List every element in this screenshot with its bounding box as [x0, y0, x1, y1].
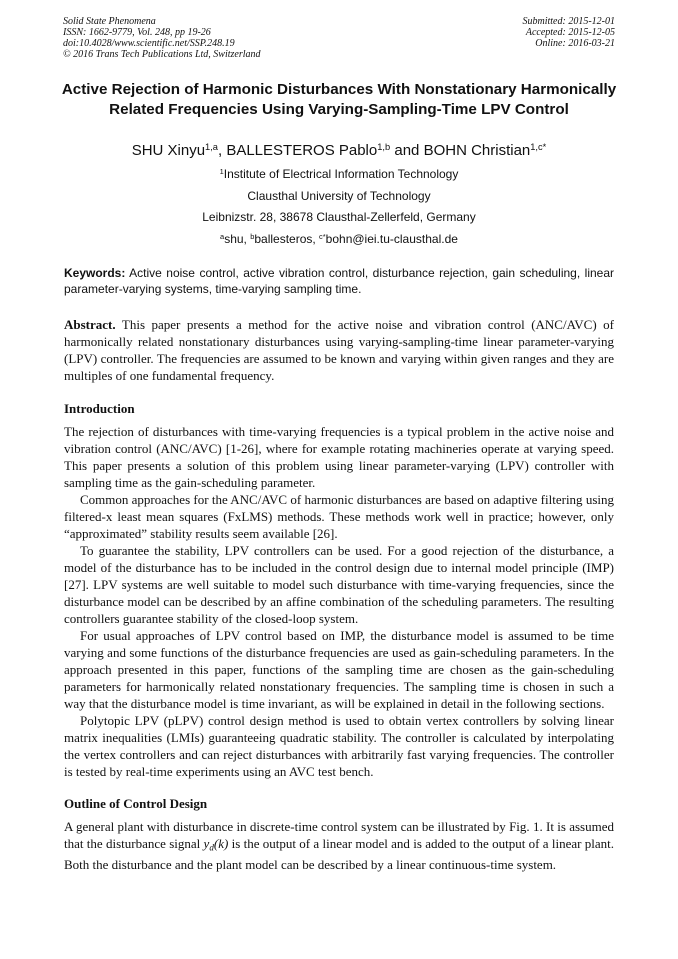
paragraph: To guarantee the stability, LPV controllers can be used. For a good rejection of the disturbance, a model of the disturbance has to be included in the control design due to internal model principle (IMP) [27]. LPV systems are well suitable to model such disturbance with time-varying frequencies, since the disturbance model can be described by an affine combination of the scheduling parameters. The resulting controllers guarantee stability of the closed-loop system.: [64, 543, 614, 626]
author-affil-sup: 1,b: [377, 141, 391, 152]
affiliation-university: Clausthal University of Technology: [247, 189, 431, 203]
section-heading-introduction: Introduction: [64, 401, 135, 416]
introduction-body: [64, 423, 614, 780]
paragraph: Common approaches for the ANC/AVC of harmonic disturbances are based on adaptive filtering using filtered-x least mean squares (FxLMS) methods. These methods work well in practice; however, only “approximated” stability results seem available [26].: [64, 492, 614, 541]
paragraph: The rejection of disturbances with time-varying frequencies is a typical problem in the active noise and vibration control (ANC/AVC) [1-26], where for example rotating machineries operate at varying speed. This paper presents a solution of this problem using linear parameter-varying (LPV) controller with sampling time as the gain-scheduling parameter.: [64, 424, 614, 490]
publication-dates: [523, 16, 616, 49]
online-date: Online: 2016-03-21: [535, 38, 615, 49]
author-affil-sup: 1,c*: [530, 141, 547, 152]
author-separator: ,: [217, 142, 227, 159]
submitted-date: Submitted: 2015-12-01: [522, 16, 615, 27]
issn-volume: ISSN: 1662-9779, Vol. 248, pp 19-26: [63, 27, 211, 38]
keywords-label: Keywords:: [64, 266, 126, 280]
author-name: BOHN Christian: [423, 142, 531, 159]
paragraph: For usual approaches of LPV control based on IMP, the disturbance model is assumed to be time varying and some functions of the disturbance frequencies are used as gain-scheduling parameters. In the approach presented in this paper, functions of the sampling time are chosen as the gain-scheduling parameters for harmonically related nonstationary frequencies. The sampling time is chosen in such a way that the disturbance model is time invariant, as will be explained in detail in the following sections.: [64, 628, 614, 711]
journal-name: Solid State Phenomena: [63, 16, 156, 27]
outline-body: [64, 818, 614, 873]
author-affil-sup: 1,a: [205, 141, 218, 152]
paragraph: Polytopic LPV (pLPV) control design method is used to obtain vertex controllers by solving linear matrix inequalities (LMIs) guaranteeing quadratic stability. The controller is calculated by interpolating the vertex controllers and can reject disturbances with arbitrarily fast varying frequencies. The controller is tested by real-time experiments using an AVC test bench.: [64, 713, 614, 779]
affiliation-address: Leibnizstr. 28, 38678 Clausthal-Zellerfeld, Germany: [202, 210, 476, 224]
abstract-text: This paper presents a method for the active noise and vibration control (ANC/AVC) of harmonically related nonstationary disturbances using varying-sampling-time linear parameter-varying (LPV) controller. The frequencies are assumed to be known and varying within given ranges and they are multiples of one fundamental frequency.: [64, 317, 614, 383]
paragraph: A general plant with disturbance in discrete-time control system can be illustrated by Fig. 1. It is assumed that the disturbance signal $y_d(k)$ is the output of a linear model and is added to the output of a linear plant. Both the disturbance and the plant model can be described by a linear continuous-time system.: [64, 819, 614, 873]
author-name: BALLESTEROS Pablo: [226, 142, 378, 159]
paper-title: Active Rejection of Harmonic Disturbances With Nonstationary Harmonically Related Frequencies Using Varying-Sampling-Time LPV Control: [61, 81, 617, 118]
author-name: SHU Xinyu: [131, 142, 206, 159]
author-list: [40, 141, 638, 162]
keywords-text: Active noise control, active vibration control, disturbance rejection, gain scheduling, linear parameter-varying systems, time-varying sampling time.: [64, 266, 614, 296]
section-heading-outline: Outline of Control Design: [64, 796, 208, 811]
abstract-label: Abstract.: [64, 317, 116, 332]
author-and: and: [390, 142, 424, 159]
copyright: © 2016 Trans Tech Publications Ltd, Switzerland: [63, 49, 261, 60]
disturbance-signal-symbol: $y_d(k)$: [203, 836, 229, 853]
affiliation-institute: $^1$Institute of Electrical Information Technology: [219, 166, 459, 181]
doi: doi:10.4028/www.scientific.net/SSP.248.19: [63, 38, 235, 49]
author-emails: $^a$shu, $^b$ballesteros, $^{c*}$bohn@iei.tu-clausthal.de: [220, 231, 458, 246]
keywords: [64, 265, 614, 297]
abstract: [64, 316, 614, 384]
accepted-date: Accepted: 2015-12-05: [525, 27, 615, 38]
affil-sup: 1: [219, 166, 224, 176]
journal-info: [63, 16, 261, 60]
